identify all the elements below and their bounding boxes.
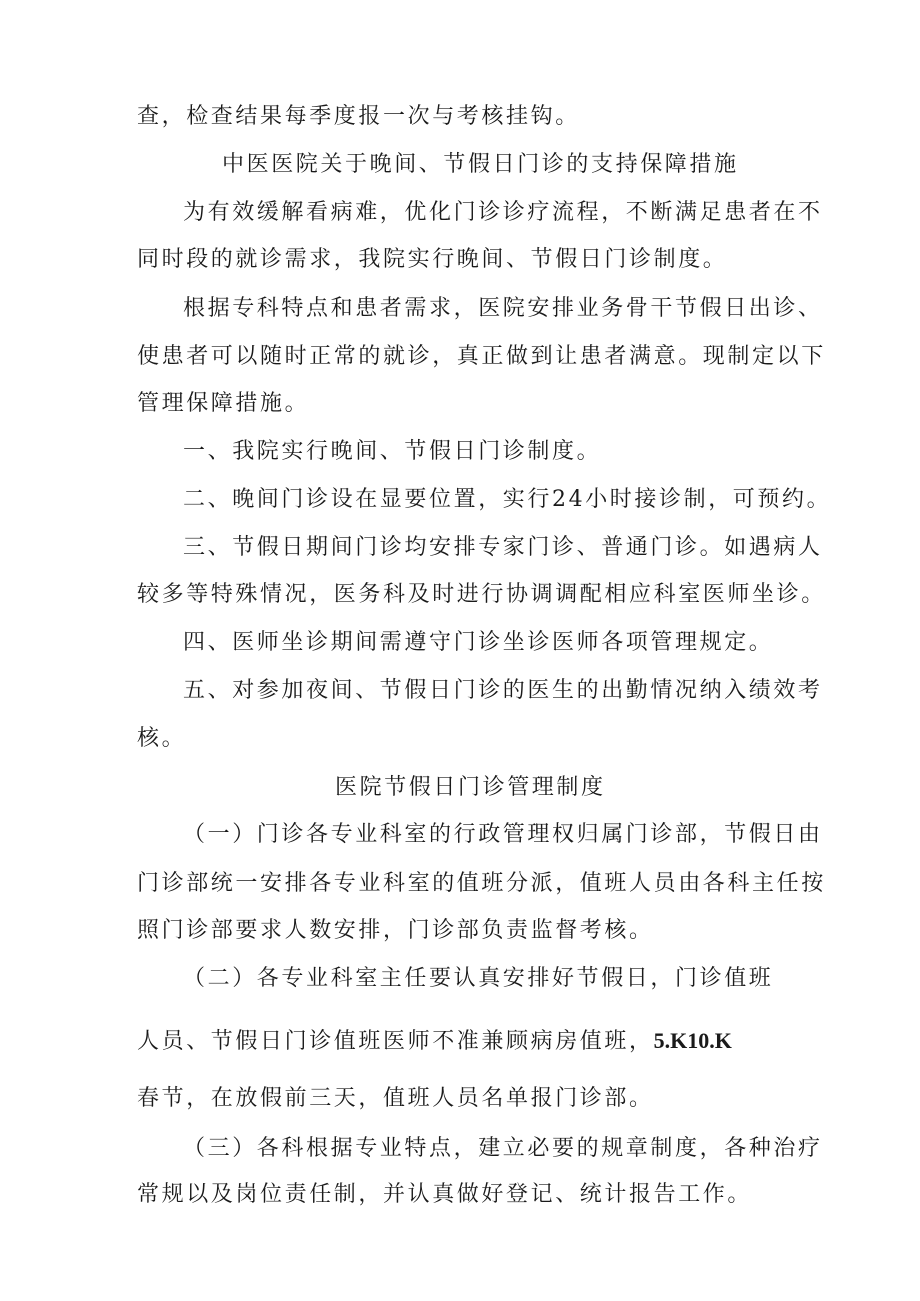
section-heading: 医院节假日门诊管理制度 [335, 775, 606, 800]
rule-code: 5.K10.K [653, 1028, 732, 1053]
list-item: 一、我院实行晚间、节假日门诊制度。 [183, 439, 602, 464]
paragraph-line: 查，检查结果每季度报一次与考核挂钩。 [137, 104, 580, 129]
paragraph-line: 根据专科特点和患者需求，医院安排业务骨干节假日出诊、 [183, 296, 823, 321]
paragraph-line: 为有效缓解看病难，优化门诊诊疗流程，不断满足患者在不 [183, 200, 823, 225]
rule-paragraph-line: （三）各科根据专业特点，建立必要的规章制度，各种治疗 [183, 1136, 823, 1161]
rule-paragraph-line: （二）各专业科室主任要认真安排好节假日，门诊值班 [183, 966, 774, 991]
rule-paragraph-line: 照门诊部要求人数安排，门诊部负责监督考核。 [137, 918, 654, 943]
rule-paragraph-line: （一）门诊各专业科室的行政管理权归属门诊部，节假日由 [183, 822, 823, 847]
list-item: 四、医师坐诊期间需遵守门诊坐诊医师各项管理规定。 [183, 630, 774, 655]
rule-paragraph-line [137, 1026, 732, 1057]
rule-paragraph-line: 门诊部统一安排各专业科室的值班分派，值班人员由各科主任按 [137, 871, 826, 896]
list-item: 二、晚间门诊设在显要位置，实行24小时接诊制，可预约。 [183, 487, 832, 512]
rule-paragraph-line: 常规以及岗位责任制，并认真做好登记、统计报告工作。 [137, 1182, 753, 1207]
rule-text: 人员、节假日门诊值班医师不准兼顾病房值班， [137, 1029, 654, 1054]
paragraph-line: 管理保障措施。 [137, 391, 310, 416]
list-item-continuation: 核。 [137, 726, 187, 751]
rule-paragraph-line: 春节，在放假前三天，值班人员名单报门诊部。 [137, 1086, 654, 1111]
paragraph-line: 同时段的就诊需求，我院实行晚间、节假日门诊制度。 [137, 247, 728, 272]
list-item-continuation: 较多等特殊情况，医务科及时进行协调调配相应科室医师坐诊。 [137, 582, 826, 607]
paragraph-line: 使患者可以随时正常的就诊，真正做到让患者满意。现制定以下 [137, 344, 826, 369]
list-item: 三、节假日期间门诊均安排专家门诊、普通门诊。如遇病人 [183, 535, 823, 560]
list-item: 五、对参加夜间、节假日门诊的医生的出勤情况纳入绩效考 [183, 678, 823, 703]
section-heading: 中医医院关于晚间、节假日门诊的支持保障措施 [222, 152, 739, 177]
